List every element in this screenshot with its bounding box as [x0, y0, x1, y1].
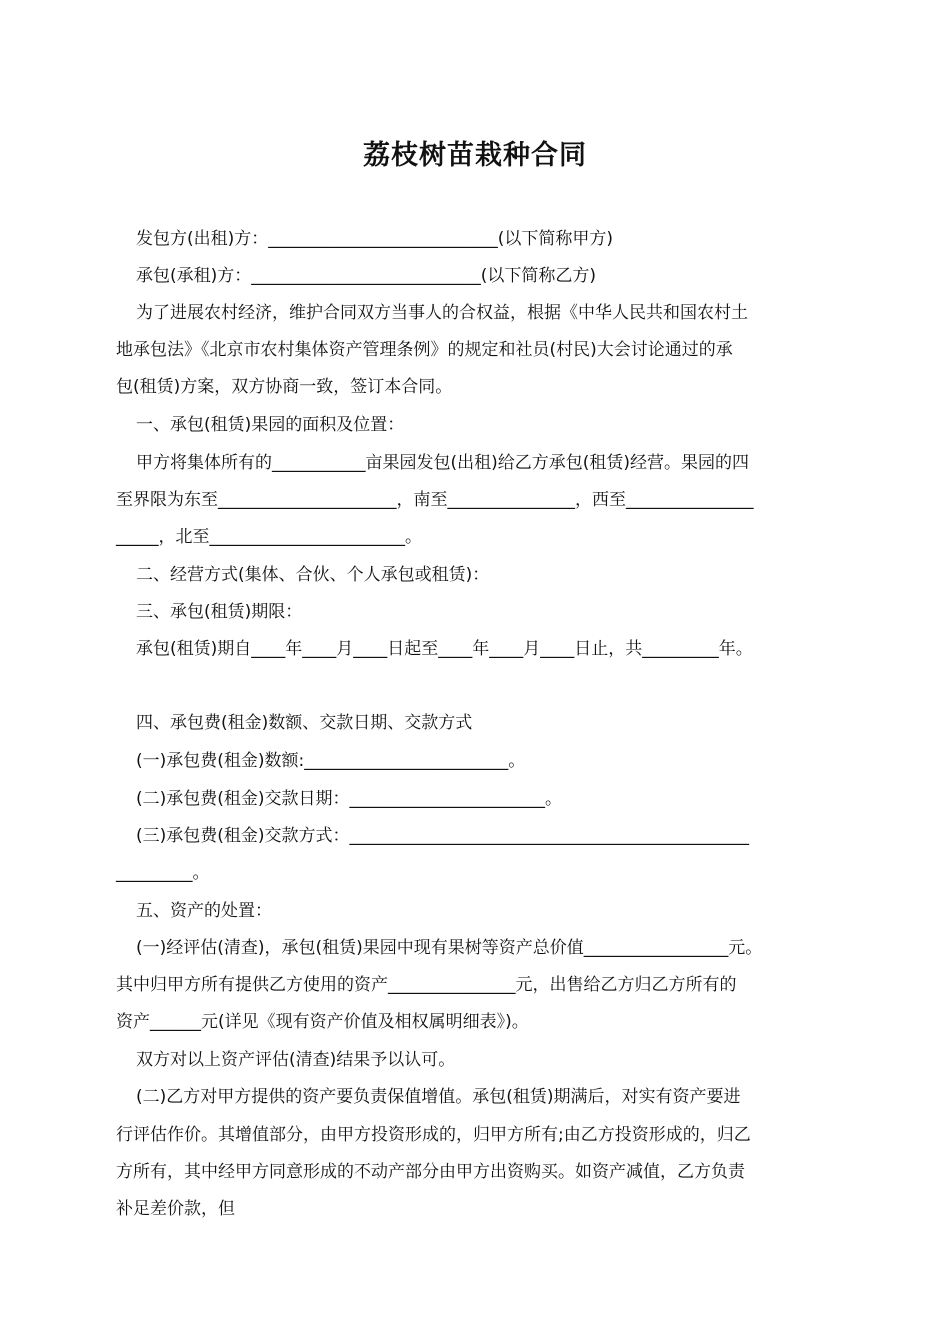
section-5-heading: 五、资产的处置：: [136, 901, 272, 921]
section-1-line-1: 甲方将集体所有的___________亩果园发包(出租)给乙方承包(租赁)经营。果园的四: [136, 453, 750, 473]
section-5-item-2-line-3: 方所有，其中经甲方同意形成的不动产部分由甲方出资购买。如资产减值，乙方负责: [116, 1162, 745, 1182]
section-1-line-2: 至界限为东至_____________________，南至_______________，西至_______________: [116, 490, 754, 510]
section-4-item-3-cont: _________。: [116, 863, 210, 883]
section-4-item-2: (二)承包费(租金)交款日期：_______________________。: [136, 789, 563, 809]
party-b-line: 承包(承租)方：___________________________(以下简称乙方): [136, 266, 597, 286]
section-3-term-line: 承包(租赁)期自____年____月____日起至____年____月____日止，共_________年。: [136, 639, 753, 659]
section-5-item-1-line-1: (一)经评估(清查)，承包(租赁)果园中现有果树等资产总价值_________________元。: [136, 938, 763, 958]
section-1-line-3: _____，北至_______________________。: [116, 527, 422, 547]
preamble-line-1: 为了进展农村经济，维护合同双方当事人的合权益，根据《中华人民共和国农村土: [136, 303, 748, 323]
preamble-line-2: 地承包法》《北京市农村集体资产管理条例》的规定和社员(村民)大会讨论通过的承: [116, 340, 733, 360]
section-5-item-2-line-4: 补足差价款，但: [116, 1199, 235, 1219]
section-5-item-1-line-3: 资产______元(详见《现有资产价值及相权属明细表》)。: [116, 1012, 529, 1032]
preamble-line-3: 包(租赁)方案，双方协商一致，签订本合同。: [116, 377, 453, 397]
section-4-heading: 四、承包费(租金)数额、交款日期、交款方式: [136, 713, 473, 733]
section-5-item-1-line-2: 其中归甲方所有提供乙方使用的资产_______________元，出售给乙方归乙方所有的: [116, 975, 737, 995]
section-5-item-2-line-2: 行评估作价。其增值部分，由甲方投资形成的，归甲方所有;由乙方投资形成的，归乙: [116, 1125, 751, 1145]
section-5-item-2-line-1: (二)乙方对甲方提供的资产要负责保值增值。承包(租赁)期满后，对实有资产要进: [136, 1087, 741, 1107]
party-a-line: 发包方(出租)方：___________________________(以下简称甲方): [136, 229, 614, 249]
section-5-confirm-line: 双方对以上资产评估(清查)结果予以认可。: [136, 1050, 456, 1070]
document-title: 荔枝树苗栽种合同: [363, 140, 587, 171]
section-4-item-3: (三)承包费(租金)交款方式：_______________________________________________: [136, 826, 750, 846]
section-1-heading: 一、承包(租赁)果园的面积及位置：: [136, 415, 405, 435]
section-2-heading: 二、经营方式(集体、合伙、个人承包或租赁)：: [136, 565, 490, 585]
section-4-item-1: (一)承包费(租金)数额:________________________。: [136, 751, 526, 771]
section-3-heading: 三、承包(租赁)期限：: [136, 602, 303, 622]
